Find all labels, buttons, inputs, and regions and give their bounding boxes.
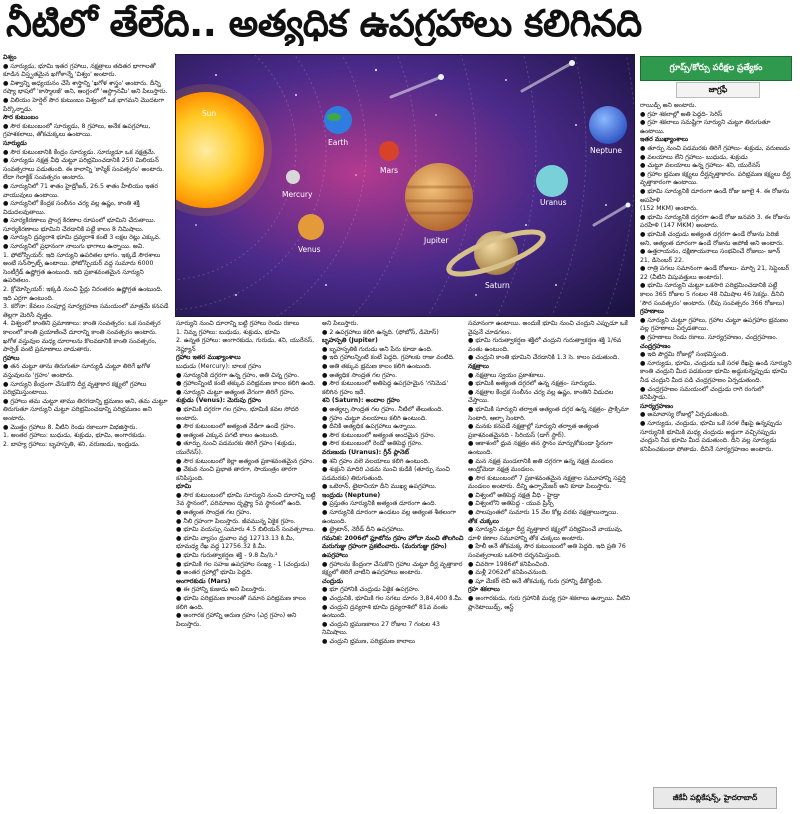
paragraph: అని పిలుస్తారు. (322, 320, 359, 327)
paragraph: ● సూర్యునిలో ప్రధానంగా నాలుగు భాగాలు ఉన్నాయి. అవి. (3, 243, 145, 251)
paragraph: ● చంద్రుని భ్రమణ, పరిభ్రమణ కాలాలు (322, 637, 415, 645)
paragraph: ● భూమి సూర్యునికి దగ్గరగా ఉండే రోజు జనవరి 3. ఈ రోజును పరహేళి (147 MKM) అంటారు. (640, 213, 791, 230)
paragraph: ● సూర్యుని చుట్టూ దీర్ఘ వృత్తాకార కక్ష్యలో పరిభ్రమించే వాయువు, ధూళి కణాల సమూహాన్ని తోక చుక్కలు అంటారు. (468, 526, 623, 542)
paragraph: ● విలియం హెర్షెల్ సౌర కుటుంబం విశ్వంలో ఒక భాగమని మొదటగా పేర్కొన్నాడు. (3, 96, 165, 113)
paragraph: ● ఆకాశంలో ధ్రువ నక్షత్రం తన స్థానం మార్చుకోకుండా స్థిరంగా ఉంటుంది. (468, 440, 613, 456)
section-heading: తోక చుక్కలు (468, 517, 499, 525)
section-heading: గ్రహాలు (3, 354, 20, 362)
paragraph: ● ఉత్తరాయనం, దక్షిణాయనాలు సంభవించే రోజులు- జూన్ 21, డిసెంబర్ 22. (640, 248, 781, 264)
paragraph: ● చంద్రునికి, భూమికి గల సగటు దూరం 3,84,400 కి.మీ. (322, 595, 463, 602)
label-sun: Sun (202, 109, 217, 118)
paragraph: ● ఇది గ్రహాలన్నింటి కంటే పెద్దది. గ్రహాలకు రాజు వంటిది. (322, 354, 455, 362)
section-heading: శని (Saturn): అందాల గ్రహం (322, 397, 400, 405)
solar-system-illustration (175, 54, 635, 317)
paragraph: ● చంద్రుని కాంతి భూమిని చేరడానికి 1.3 సె. కాలం పడుతుంది. (468, 354, 620, 362)
column-2 (176, 320, 318, 814)
label-neptune: Neptune (590, 146, 623, 155)
section-heading: ఉపగ్రహాలు (322, 552, 348, 560)
section-heading: చంద్రగ్రహణం (640, 342, 671, 350)
paragraph: ● గ్రహాల భ్రమణ కక్ష్యలు దీర్ఘవృత్తాకారం. పరిభ్రమణ కక్ష్యలు దీర్ఘ వృత్తాకారంగా ఉంటాయి. (640, 170, 791, 187)
paragraph: ● భూమికి చంద్రుడు అత్యంత దగ్గరగా ఉండే రోజును పెరిజీ అని, అత్యంత దూరంగా ఉండే రోజును అపోజీ అని అంటారు. (640, 230, 785, 247)
paragraph: ● అత్యంత సాంద్రత గల గ్రహం. (176, 509, 252, 517)
section-heading: ఇంద్రుడు (Neptune) (322, 491, 381, 499)
column-4 (468, 320, 632, 814)
paragraph: ● అతి తక్కువ భ్రమణ కాలం కలిగి ఉంటుంది. (322, 362, 432, 370)
paragraph: సూర్యుని నుంచి దూరాన్ని బట్టి గ్రహాలు రెండు రకాలు (176, 320, 300, 327)
label-venus: Venus (298, 245, 321, 254)
section-heading: గ్రహణాలు (640, 308, 664, 316)
paragraph: ● బృహస్పతికి గురుడు అని పేరు కూడా ఉంది. (322, 345, 433, 353)
subject-tag: జాగ్రఫీ (676, 82, 760, 98)
paragraph: ● సూర్యునికి దూరంగా ఉండటం వల్ల అత్యంత శీతలంగా ఉంటుంది. (322, 509, 457, 525)
paragraph: 1. అంతర గ్రహాలు: బుధుడు, శుక్రుడు, భూమి, అంగారకుడు. (3, 432, 147, 440)
paragraph: ● భూమి సూర్యునికి దూరంగా ఉండే రోజు జూలై 4. ఈ రోజును అపహేళి (640, 187, 790, 204)
paragraph: ● భూమి పరిభ్రమణ కాలంతో సమాన పరిభ్రమణ కాలం కలిగి ఉంది. (176, 595, 306, 611)
paragraph: ● వలయాలు లేని గ్రహాలు- బుధుడు, శుక్రుడు (640, 153, 748, 161)
paragraph: ● సూర్యుడు, భూమి, చంద్రుడు ఒకే సరళ రేఖపై ఉండి సూర్యుని కాంతి చంద్రుని మీద పడకుండా భూమి అడ్డుకున్నప్పుడు భూమి నీడ చంద్రుని మీద పడి చంద్రగ్రహణం ఏర్పడుతుంది. (640, 359, 792, 384)
section-heading: అంగారకుడు (Mars) (176, 577, 231, 585)
publisher-credit: జీకేవీ పబ్లికేషన్స్, హైదరాబాద్ (653, 787, 777, 809)
section-heading: బృహస్పతి (Jupiter) (322, 337, 378, 345)
paragraph: ● మళ్లీ 2062లో కనిపించనుంది. (468, 569, 548, 577)
paragraph: ● సౌర కుటుంబంలో కెల్లా అత్యంత ప్రకాశవంతమైన గ్రహం. (176, 457, 315, 465)
paragraph: ● వేకువ నుంచి ప్రభాత తారగా, సాయంత్రం తారగా కనిపిస్తుంది. (176, 466, 298, 482)
paragraph: ● చంద్రగ్రహణం సమయంలో చంద్రుడు రాగి రంగులో కనిపిస్తాడు. (640, 385, 764, 402)
label-mercury: Mercury (282, 190, 313, 199)
paragraph: ● శుక్రుని మాదిరి ఎడమ నుంచి కుడికి (తూర్పు నుంచి పడమరకు) తిరుగుతుంది. (322, 466, 450, 482)
paragraph: ● సూర్యుడు, భూమి ఇతర గ్రహాలు, నక్షత్రాలు తదితర భాగాలతో కూడిన విస్తృతమైన ఖగోళాన్నే 'విశ్వం' అంటారు. (3, 62, 156, 79)
paragraph: ● శని గ్రహం వలె వలయాలు కలిగి ఉంటుంది. (322, 457, 430, 465)
paragraph: ● సౌర కుటుంబంలో 7 ప్రకాశవంతమైన నక్షత్రాల సమూహాన్ని సప్తర్షి మండలం అంటారు. దీన్ని ఉర్సామేజర్ అని కూడా పిలుస్తారు. (468, 474, 626, 491)
paragraph: ● రాత్రి పగలు సమానంగా ఉండే రోజులు- మార్చి 21, సెప్టెంబర్ 22 (వీటిని విషువత్తులు అంటారు). (640, 265, 790, 281)
paragraph: ● సూర్యుడు నక్షత్ర వీధి చుట్టూ పరిభ్రమించడానికి 250 మిలియన్ సంవత్సరాలు పడుతుంది. ఈ కాలాన్ని 'కాస్మిక్ సంవత్సరం' అంటారు. లేదా గెలాక్టిక్ సంవత్సరం అంటారు. (3, 157, 165, 182)
section-heading: గ్రహ శకలాలు (468, 586, 500, 594)
label-uranus: Uranus (540, 198, 567, 207)
paragraph: ● గ్రహాలను కేంద్రంగా చేసుకొని గ్రహాల చుట్టూ దీర్ఘ వృత్తాకార కక్ష్యలో తిరిగే వాటిని ఉపగ్రహాలు అంటారు. (322, 560, 463, 577)
paragraph: ● నక్షత్రాల కేంద్రక సంలీనం చర్య వల్ల ఉష్ణం, కాంతిని విడుదల చేస్తాయి. (468, 388, 614, 405)
paragraph: ● విశ్వంలోని అతిపెద్ద - యువ ప్రిన్స్ (468, 500, 554, 508)
paragraph: ● సూర్యునికి దగ్గరగా ఉన్న గ్రహం, అతి చిన్న గ్రహం. (176, 371, 300, 379)
paragraph: ● దీనికి అత్యధిక ఉపగ్రహాలు ఉన్నాయి. (322, 423, 417, 431)
paragraph: రాయిడ్స్ అని అంటారు. (640, 102, 697, 109)
section-heading: చంద్రుడు (322, 577, 344, 585)
paragraph: ● నక్షత్రాలు స్వయం ప్రకాశకాలు. (468, 371, 546, 379)
label-mars: Mars (380, 166, 399, 175)
paragraph: ● 2 ఉపగ్రహాలు కలిగి ఉన్నది. (ఫోబోస్, డిమోస్) (322, 328, 439, 336)
paragraph: ● విశ్వాన్ని అధ్యయనం చేసే శాస్త్రాన్ని 'ఖగోళ శాస్త్రం' అంటారు. దీన్ని రష్యా భాషలో 'కాస్మాలజీ' అని, ఆంగ్లంలో 'ఆస్ట్రానమీ' అని పిలుస్తారు. (3, 79, 168, 96)
paragraph: ● భూ గ్రహానికి చంద్రుడు ఏకైక ఉపగ్రహం. (322, 586, 420, 594)
paragraph: 3. కరోనా: కేవలం సంపూర్ణ సూర్యగ్రహణ సమయంలో మాత్రమే కనపడే తెల్లగా మెరిసే వృత్తం. (3, 303, 169, 319)
paragraph: ● చుట్టూ వలయాలు ఉన్న గ్రహాలు- శని, యురేనస్ (640, 162, 761, 170)
paragraph: ● తన చుట్టూ తాను తిరుగుతూ సూర్యుడి చుట్టూ తిరిగే ఖగోళ వస్తువులను 'గ్రహం' అంటారు. (3, 363, 151, 379)
paragraph: ● గ్రహాలన్నింటి కంటే తక్కువ పరిభ్రమణ కాలం కలిగి ఉంది. (176, 380, 316, 388)
paragraph: ● సూర్యుని ద్రవ్యరాశి భూమి ద్రవ్యరాశి కంటే 3 లక్షల రెట్లు ఎక్కువ. (3, 234, 161, 242)
paragraph: ● తూర్పు నుంచి పడమరకు తిరిగే గ్రహాలు- శుక్రుడు, వరుణుడు (640, 144, 790, 152)
paragraph: ● భూమికి సూర్యుని తర్వాత అత్యంత దగ్గర ఉన్న నక్షత్రం- ప్రాక్సిమా సెంటారి, ఆల్ఫా సెంటారి. (468, 405, 629, 422)
section-heading: భూమి (176, 483, 192, 491)
paragraph: (152 MKM) అంటారు. (640, 205, 698, 213)
paragraph: ● సౌర కుటుంబంలో అతిపెద్ద ఉపగ్రహమైన 'గనిమెడ' కలిగిన గ్రహం ఇదే. (322, 380, 449, 396)
paragraph: ● సౌర కుటుంబంలో రెండో అతిపెద్ద గ్రహం. (322, 440, 423, 448)
paragraph: ● భూమికి అత్యంత దగ్గరలో ఉన్న నక్షత్రం- సూర్యుడు. (468, 380, 597, 388)
paragraph: ● సూర్యుని కేంద్రంగా చేసుకొని దీర్ఘ వృత్తాకార కక్ష్యలో గ్రహాలు పరిభ్రమిస్తుంటాయి. (3, 380, 147, 397)
paragraph: ● చంద్రుని ద్రవ్యరాశి భూమి ద్రవ్యరాశిలో 81వ వంతు ఉంటుంది. (322, 603, 448, 620)
paragraph: ● ట్రైటాన్, నెరీడ్ దీని ఉపగ్రహాలు. (322, 526, 405, 534)
paragraph: ● భూమి వ్యాసం ధ్రువాల వద్ద 12713.13 కి.మీ, భూమధ్య రేఖ వద్ద 12756.32 కి.మీ. (176, 534, 295, 551)
paragraph: ● గ్రహణాలు రెండు రకాలు. సూర్యగ్రహణం, చంద్రగ్రహణం. (640, 334, 778, 342)
paragraph: ● చంద్రుని భ్రమణకాలం 27 రోజుల 7 గంటల 43 నిమిషాలు. (322, 620, 440, 637)
section-heading: గ్రహాల ఇతర ముఖ్యాంశాలు (176, 354, 241, 362)
paragraph: 2. బాహ్య గ్రహాలు: బృహస్పతి, శని, వరుణుడు, ఇంద్రుడు. (3, 440, 140, 448)
paragraph: 2. క్రోమోస్ఫియర్: ఇక్కడి నుంచి ఫ్లేర్లు నిరంతరం ఉష్ణోగ్రత ఉంటుంది. ఇది ఎర్రగా ఉంటుంది. (3, 286, 163, 302)
paragraph: ● అంగారక గ్రహాన్ని అరుణ గ్రహం (ఎర్ర గ్రహం) అని పిలుస్తారు. (176, 612, 297, 628)
paragraph: సమానంగా ఉంటాయి. అందుకే భూమి నుంచి చంద్రుని ఎప్పుడూ ఒకే వైపునే చూడగలం. (468, 320, 628, 336)
paragraph: ● సూర్యునిలో 71 శాతం హైడ్రోజన్, 26.5 శాతం హీలియం ఇతర వాయువులు ఉంటాయి. (3, 182, 159, 199)
paragraph: ● మన నక్షత్ర మండలానికి అతి దగ్గరగా ఉన్న నక్షత్ర మండలం ఆండ్రోమెడా నక్షత్ర మండలం. (468, 457, 613, 474)
paragraph: ● సౌర కుటుంబంలో అత్యంత అందమైన గ్రహం. (322, 431, 436, 439)
label-jupiter: Jupiter (424, 236, 449, 245)
paragraph: 4. విశ్వంలో కాంతిని ప్రమాణాలు: కాంతి సంవత్సరం: ఒక సంవత్సర కాలంలో కాంతి ప్రయాణించే దూరాన్ని కాంతి సంవత్సరం అంటారు. ఖగోళ వస్తువుల మధ్య దూరాలను కొలవడానికి కాంతి సంవత్సరం, పార్సెక్ వంటి ప్రమాణాలు వాడుతారు. (3, 320, 161, 354)
paragraph: ● సౌర కుటుంబంలో భూమి సూర్యుని నుంచి దూరాన్ని బట్టి 3వ స్థానంలో, పరిమాణం దృష్ట్యా 5వ స్థానంలో ఉంది. (176, 491, 316, 508)
section-heading: సౌర కుటుంబం (3, 114, 39, 122)
paragraph: ● సూర్యకిరణాలు ప్రాంగ్ల కిరణాల రూపంలో భూమిని చేరుతాయి. సూర్యకిరణాలు భూమిని చేరడానికి పట్టే కాలం 8 నిమిషాలు. (3, 217, 156, 233)
paragraph: ● భూమి వయస్సు సుమారు 4.5 బిలియన్ సంవత్సరాలు. (176, 526, 316, 534)
section-heading: నక్షత్రాలు (468, 362, 489, 370)
paragraph: ● భూమికి గల సహజ ఉపగ్రహాల సంఖ్య - 1 (చంద్రుడు) (176, 560, 310, 568)
paragraph: ● సూర్యుడు, చంద్రుడు, భూమి ఒకే సరళ రేఖపై ఉన్నప్పుడు సూర్యునికి భూమికి మధ్య చంద్రుడు అడ్డుగా వచ్చినప్పుడు చంద్రుని నీడ భూమి మీద పడుతుంది. దీని వల్ల సూర్యుడు కనిపించకుండా పోతాడు. దీనినే సూర్యగ్రహణం అంటారు. (640, 419, 782, 453)
paragraph: ● మొత్తం గ్రహాలు 8. వీటిని రెండు రకాలుగా విభజిస్తారు. (3, 423, 138, 431)
paragraph: ● సూర్యుని చుట్టూ అత్యంత వేగంగా తిరిగే గ్రహం. (176, 388, 295, 396)
paragraph: ● హేలీ అనే తోకచుక్క సౌర కుటుంబంలో అతి పెద్దది. ఇది ప్రతి 76 సంవత్సరాలకు ఒకసారి దర్శనమిస్తుంది. (468, 543, 626, 560)
paragraph: ● ఒబెరాన్, టైటానియా దీని ముఖ్య ఉపగ్రహాలు. (322, 483, 437, 491)
paragraph: ● మనకు కనపడే నక్షత్రాల్లో సూర్యుని తర్వాత అత్యంత ప్రకాశవంతమైనది - సిరియస్ (డాగ్ స్టార్). (468, 423, 599, 439)
paragraph: ● చివరిగా 1986లో కనిపించింది. (468, 560, 550, 568)
section-heading: వరుణుడు (Uranus): గ్రీన్ ప్లానెట్ (322, 448, 409, 456)
column-3 (322, 320, 464, 814)
paragraph: బుధుడు (Mercury): బాలక గ్రహం (176, 362, 262, 370)
paragraph: ● గ్రహాలు తమ చుట్టూ తాము తిరగడాన్ని భ్రమణం అని, తమ చుట్టూ తిరుగుతూ సూర్యుని చుట్టూ పరిభ్రమించడాన్ని పరిభ్రమణం అని అంటారు. (3, 397, 168, 422)
paragraph: ● భూమి సూర్యుని చుట్టూ ఒకసారి పరిభ్రమించడానికి పట్టే కాలం 365 రోజుల 5 గంటల 48 నిమిషాల 46 సెకన్లు. దీనిని 'సౌర సంవత్సరం' అంటారు. (లీపు సంవత్సరం 366 రోజులు) (640, 282, 785, 307)
paragraph: ● పాలపుంతలో సుమారు 15 వేల కోట్ల వరకు నక్షత్రాలున్నాయి. (468, 509, 619, 517)
section-heading: సూర్యుడు (3, 139, 27, 147)
paragraph: ● భూమికి దగ్గరగా గల గ్రహం, భూమికి కవల సోదరి అంటారు. (176, 405, 299, 422)
paragraph: ● అంగారకుడు, గురు గ్రహానికి మధ్య గ్రహ శకలాలు ఉన్నాయి. వీటిని ప్లానెటాయిడ్స్, ఆస్ట్ (468, 595, 631, 611)
paragraph: ● అత్యధిక సాంద్రత గల గ్రహం. (322, 371, 398, 379)
paragraph: ● ప్రస్తుతం సూర్యునికి అత్యంత దూరంగా ఉంది. (322, 500, 437, 508)
column-1 (3, 54, 171, 814)
paragraph: ● భూమి గురుత్వాకర్షణ శక్తిలో చంద్రుని గురుత్వాకర్షణ శక్తి 1/6వ వంతు ఉంటుంది. (468, 337, 622, 353)
paragraph: 1. నిమ్న గ్రహాలు: బుధుడు, శుక్రుడు, భూమి (176, 328, 280, 336)
column-5 (640, 102, 792, 784)
paragraph: ● అంతర గ్రహాల్లో భూమి పెద్దది. (176, 569, 253, 577)
paragraph: ● అత్యల్ప సాంద్రత గల గ్రహం. నీటిలో తేలుతుంది. (322, 405, 444, 413)
section-heading: శుక్రుడు (Venus): మెరుపు గ్రహం (176, 397, 261, 405)
paragraph: ● గ్రహ శకలాలు సమష్టిగా సూర్యుని చుట్టూ తిరుగుతూ ఉంటాయి. (640, 119, 771, 135)
paragraph: ● షూ మేకర్ లెవీ అనే తోకచుక్క గురు గ్రహాన్ని ఢీకొట్టింది. (468, 577, 603, 585)
paragraph: ● సూర్యునిలో కేంద్రక సంలీనం చర్య వల్ల ఉష్ణం, కాంతి శక్తి విడుదలవుతాయి. (3, 200, 140, 216)
paragraph: ● విశ్వంలో అతిపెద్ద నక్షత్ర వీధి - హైడ్రా (468, 491, 560, 499)
paragraph: ● సౌర కుటుంబానికి కేంద్రం సూర్యుడు. సూర్యుడూ ఒక నక్షత్రమే. (3, 148, 156, 156)
paragraph: ● తూర్పు నుంచి పడమరకు తిరిగే గ్రహం (శుక్రుడు, యురేనస్). (176, 440, 297, 456)
paragraph: 1. ఫోటోస్ఫియర్: ఇది సూర్యుని ఉపరితల భాగం. ఇక్కడే సౌరశాలు అంటే సన్‌స్పాట్స్ ఉంటాయి. ఫోటోస్ఫియర్ వద్ద సుమారు 6000 సెంటీగ్రేడ్ ఉష్ణోగ్రత ఉంటుంది. ఇది ప్రకాశవంతమైన సూర్యుని ఉపరితలం. (3, 251, 161, 285)
paragraph: ● సౌర కుటుంబంలో అత్యంత వేడిగా ఉండే గ్రహం. (176, 423, 296, 431)
section-heading: సూర్యగ్రహణం (640, 402, 674, 410)
headline: నీటిలో తేలేది.. అత్యధిక ఉపగ్రహాలు కలిగినది (6, 2, 642, 45)
paragraph: ● గ్రహ శకలాల్లో అతి పెద్దది- సెరిస్ (640, 110, 723, 118)
paragraph: ● గ్రహం చుట్టూ వలయాలు కలిగి ఉంటుంది. (322, 414, 428, 422)
paragraph: ● అత్యంత ఎక్కువ పగటి కాలం ఉంటుంది. (176, 431, 279, 439)
paragraph: ● నీలి గ్రహంగా పిలుస్తారు. జీవమున్న ఏకైక గ్రహం. (176, 517, 296, 525)
paragraph: 2. ఉన్నత గ్రహాలు: అంగారకుడు, గురుడు, శని, యురేనస్, నెప్ట్యూన్ (176, 337, 315, 353)
paragraph: ● భూమి గురుత్వాకర్షణ శక్తి - 9.8 మీ/సె.² (176, 552, 278, 560)
paragraph: ● ఇది పౌర్ణమి రోజుల్లో సంభవిస్తుంది. (640, 351, 729, 359)
label-earth: Earth (328, 138, 349, 147)
paragraph: ● అమావాస్య రోజుల్లో ఏర్పడుతుంది. (640, 411, 729, 419)
paragraph: ● సౌర కుటుంబంలో సూర్యుడు, 8 గ్రహాలు, అనేక ఉపగ్రహాలు, గ్రహశకలాలు, తోకచుక్కలు ఉంటాయి. (3, 122, 151, 139)
section-heading: ఇతర ముఖ్యాంశాలు (640, 136, 689, 144)
paragraph: ● సూర్యుని చుట్టూ గ్రహాలు, గ్రహాల చుట్టూ ఉపగ్రహాల భ్రమణం వల్ల గ్రహణాలు ఏర్పడతాయి. (640, 316, 789, 333)
paragraph: ● ఈ గ్రహాన్ని కుజుడు అని పిలుస్తారు. (176, 586, 267, 594)
section-heading: విశ్వం (3, 54, 17, 61)
label-saturn: Saturn (485, 281, 510, 290)
exam-special-banner: గ్రూప్స్/కోర్సు పరీక్షల ప్రత్యేకం (640, 56, 792, 81)
section-heading: గమనిక: 2006లో ప్లూటోను గ్రహం హోదా నుంచి తొలగించి మరుగుజ్జు గ్రహంగా ప్రకటించారు. (మరుగుజ్జు గ్రహం) (322, 534, 464, 551)
